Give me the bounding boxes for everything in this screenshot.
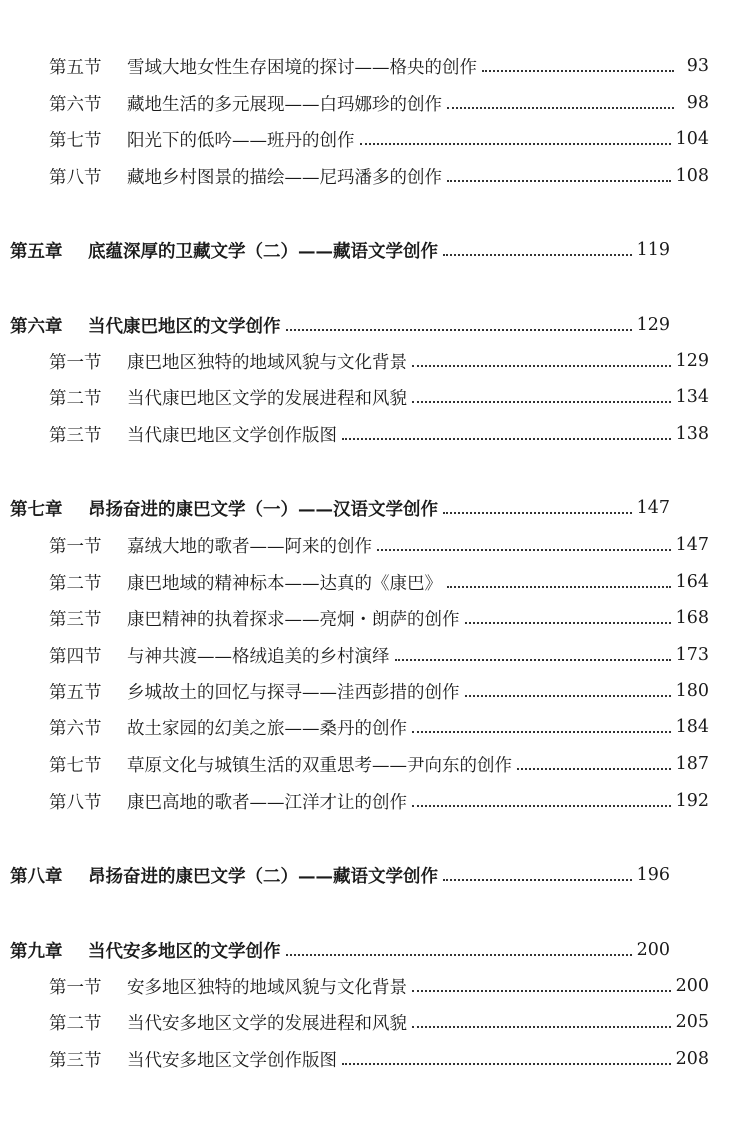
toc-section-entry[interactable] bbox=[0, 1044, 737, 1074]
section-title: 乡城故土的回忆与探寻——洼西彭措的创作 bbox=[127, 682, 460, 703]
section-number: 第三节 bbox=[49, 609, 102, 630]
section-title: 藏地生活的多元展现——白玛娜珍的创作 bbox=[127, 94, 442, 115]
page-number: 184 bbox=[675, 717, 709, 737]
toc-section-entry[interactable] bbox=[0, 712, 737, 742]
chapter-number: 第五章 bbox=[10, 241, 63, 262]
toc-section-entry[interactable] bbox=[0, 640, 737, 670]
dot-leader bbox=[412, 712, 671, 742]
chapter-number: 第七章 bbox=[10, 499, 63, 520]
page-number: 208 bbox=[675, 1049, 709, 1069]
page-number: 196 bbox=[636, 865, 670, 885]
page-number: 187 bbox=[675, 754, 709, 774]
page-number: 147 bbox=[675, 535, 709, 555]
toc-chapter-entry[interactable] bbox=[0, 493, 698, 523]
page-number: 138 bbox=[675, 424, 709, 444]
dot-leader bbox=[412, 1007, 671, 1037]
section-number: 第二节 bbox=[49, 1013, 102, 1034]
section-number: 第四节 bbox=[49, 646, 102, 667]
page-number: 104 bbox=[675, 129, 709, 149]
dot-leader bbox=[342, 1044, 671, 1074]
dot-leader bbox=[360, 124, 671, 154]
page-number: 164 bbox=[675, 572, 709, 592]
section-number: 第八节 bbox=[49, 167, 102, 188]
section-title: 康巴高地的歌者——江洋才让的创作 bbox=[127, 792, 407, 813]
page-number: 200 bbox=[636, 940, 670, 960]
page-number: 147 bbox=[636, 498, 670, 518]
toc-section-entry[interactable] bbox=[0, 603, 737, 633]
toc-section-entry[interactable] bbox=[0, 1007, 737, 1037]
toc-section-entry[interactable] bbox=[0, 124, 737, 154]
toc-section-entry[interactable] bbox=[0, 749, 737, 779]
section-title: 草原文化与城镇生活的双重思考——尹向东的创作 bbox=[127, 755, 512, 776]
chapter-title: 当代安多地区的文学创作 bbox=[88, 941, 281, 962]
chapter-title: 昂扬奋进的康巴文学（一）——汉语文学创作 bbox=[88, 499, 438, 520]
chapter-number: 第六章 bbox=[10, 316, 63, 337]
toc-section-entry[interactable] bbox=[0, 51, 737, 81]
section-number: 第三节 bbox=[49, 1050, 102, 1071]
toc-section-entry[interactable] bbox=[0, 382, 737, 412]
section-title: 当代安多地区文学的发展进程和风貌 bbox=[127, 1013, 407, 1034]
page-number: 108 bbox=[675, 166, 709, 186]
section-title: 安多地区独特的地域风貌与文化背景 bbox=[127, 977, 407, 998]
toc-section-entry[interactable] bbox=[0, 419, 737, 449]
dot-leader bbox=[482, 51, 674, 81]
section-title: 当代安多地区文学创作版图 bbox=[127, 1050, 337, 1071]
section-title: 当代康巴地区文学创作版图 bbox=[127, 425, 337, 446]
dot-leader bbox=[286, 310, 632, 340]
dot-leader bbox=[447, 161, 671, 191]
dot-leader bbox=[395, 640, 671, 670]
section-title: 与神共渡——格绒追美的乡村演绎 bbox=[127, 646, 390, 667]
dot-leader bbox=[412, 971, 671, 1001]
page-number: 180 bbox=[675, 681, 709, 701]
toc-section-entry[interactable] bbox=[0, 676, 737, 706]
chapter-title: 底蕴深厚的卫藏文学（二）——藏语文学创作 bbox=[88, 241, 438, 262]
section-number: 第三节 bbox=[49, 425, 102, 446]
dot-leader bbox=[465, 676, 671, 706]
page-number: 129 bbox=[675, 351, 709, 371]
dot-leader bbox=[286, 935, 632, 965]
section-number: 第一节 bbox=[49, 352, 102, 373]
section-number: 第一节 bbox=[49, 977, 102, 998]
toc-chapter-entry[interactable] bbox=[0, 860, 698, 890]
toc-section-entry[interactable] bbox=[0, 161, 737, 191]
toc-section-entry[interactable] bbox=[0, 971, 737, 1001]
section-number: 第二节 bbox=[49, 388, 102, 409]
dot-leader bbox=[447, 88, 674, 118]
section-title: 阳光下的低吟——班丹的创作 bbox=[127, 130, 355, 151]
section-number: 第六节 bbox=[49, 718, 102, 739]
section-number: 第七节 bbox=[49, 755, 102, 776]
toc-section-entry[interactable] bbox=[0, 530, 737, 560]
dot-leader bbox=[412, 346, 671, 376]
page-number: 192 bbox=[675, 791, 709, 811]
toc-section-entry[interactable] bbox=[0, 88, 737, 118]
section-number: 第七节 bbox=[49, 130, 102, 151]
dot-leader bbox=[412, 382, 671, 412]
dot-leader bbox=[465, 603, 671, 633]
chapter-title: 昂扬奋进的康巴文学（二）——藏语文学创作 bbox=[88, 866, 438, 887]
section-title: 康巴地域的精神标本——达真的《康巴》 bbox=[127, 573, 442, 594]
toc-chapter-entry[interactable] bbox=[0, 310, 698, 340]
toc-section-entry[interactable] bbox=[0, 567, 737, 597]
page-number: 168 bbox=[675, 608, 709, 628]
page-number: 173 bbox=[675, 645, 709, 665]
section-title: 故土家园的幻美之旅——桑丹的创作 bbox=[127, 718, 407, 739]
chapter-number: 第九章 bbox=[10, 941, 63, 962]
section-title: 康巴地区独特的地域风貌与文化背景 bbox=[127, 352, 407, 373]
page-number: 134 bbox=[675, 387, 709, 407]
section-number: 第二节 bbox=[49, 573, 102, 594]
dot-leader bbox=[447, 567, 671, 597]
dot-leader bbox=[443, 493, 632, 523]
dot-leader bbox=[517, 749, 671, 779]
dot-leader bbox=[342, 419, 671, 449]
page-number: 119 bbox=[636, 240, 670, 260]
section-title: 藏地乡村图景的描绘——尼玛潘多的创作 bbox=[127, 167, 442, 188]
chapter-title: 当代康巴地区的文学创作 bbox=[88, 316, 281, 337]
dot-leader bbox=[412, 786, 671, 816]
section-number: 第五节 bbox=[49, 57, 102, 78]
section-title: 当代康巴地区文学的发展进程和风貌 bbox=[127, 388, 407, 409]
dot-leader bbox=[443, 860, 632, 890]
toc-section-entry[interactable] bbox=[0, 346, 737, 376]
page-number: 205 bbox=[675, 1012, 709, 1032]
section-title: 雪域大地女性生存困境的探讨——格央的创作 bbox=[127, 57, 477, 78]
toc-chapter-entry[interactable] bbox=[0, 935, 698, 965]
page-number: 98 bbox=[686, 93, 709, 113]
page-number: 200 bbox=[675, 976, 709, 996]
page-number: 93 bbox=[686, 56, 709, 76]
section-number: 第八节 bbox=[49, 792, 102, 813]
section-number: 第五节 bbox=[49, 682, 102, 703]
dot-leader bbox=[377, 530, 671, 560]
toc-chapter-entry[interactable] bbox=[0, 235, 698, 265]
section-number: 第六节 bbox=[49, 94, 102, 115]
section-number: 第一节 bbox=[49, 536, 102, 557]
section-title: 康巴精神的执着探求——亮炯・朗萨的创作 bbox=[127, 609, 460, 630]
toc-section-entry[interactable] bbox=[0, 786, 737, 816]
page-number: 129 bbox=[636, 315, 670, 335]
section-title: 嘉绒大地的歌者——阿来的创作 bbox=[127, 536, 372, 557]
dot-leader bbox=[443, 235, 632, 265]
chapter-number: 第八章 bbox=[10, 866, 63, 887]
